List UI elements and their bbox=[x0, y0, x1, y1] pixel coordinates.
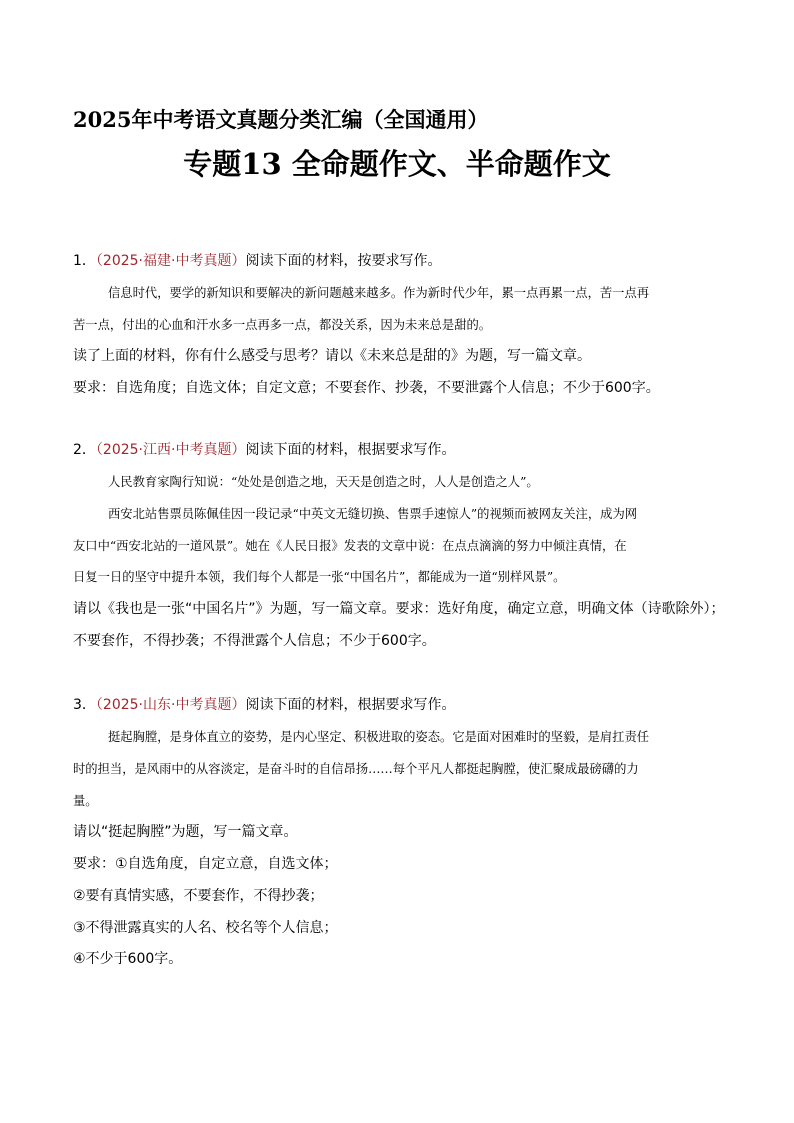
question-1-heading bbox=[73, 251, 441, 271]
requirement-line: 读了上面的材料，你有什么感受与思考？请以《未来总是甜的》为题，写一篇文章。 bbox=[73, 348, 591, 364]
question-number: 1． bbox=[73, 253, 96, 269]
topic-title: 专题13 全命题作文、半命题作文 bbox=[183, 147, 611, 181]
requirement-line: 要求：自选角度；自选文体；自定文意；不要套作、抄袭，不要泄露个人信息；不少于600字。 bbox=[73, 380, 660, 396]
question-prompt: 阅读下面的材料，按要求写作。 bbox=[245, 253, 442, 269]
question-2-heading bbox=[73, 440, 455, 460]
question-source: （2025·福建·中考真题） bbox=[95, 253, 246, 269]
question-prompt: 阅读下面的材料，根据要求写作。 bbox=[245, 697, 456, 713]
material-line: 信息时代，要学的新知识和要解决的新问题越来越多。作为新时代少年，累一点再累一点，苦一点再 bbox=[108, 286, 650, 300]
document-title: 2025年中考语文真题分类汇编（全国通用） bbox=[73, 107, 489, 132]
material-line: 友口中“西安北站的一道风景”。她在《人民日报》发表的文章中说：在点点滴滴的努力中倾注真情，在 bbox=[73, 539, 627, 553]
requirement-line: 不要套作，不得抄袭；不得泄露个人信息；不少于600字。 bbox=[73, 633, 436, 649]
material-line: 时的担当，是风雨中的从容淡定，是奋斗时的自信昂扬……每个平凡人都挺起胸膛，使汇聚成最磅礴的力 bbox=[73, 762, 639, 776]
question-prompt: 阅读下面的材料，根据要求写作。 bbox=[245, 442, 456, 458]
requirement-line: ④不少于600字。 bbox=[73, 951, 183, 967]
material-line: 人民教育家陶行知说：“处处是创造之地，天天是创造之时，人人是创造之人”。 bbox=[108, 475, 539, 489]
requirement-line: 请以“挺起胸膛”为题，写一篇文章。 bbox=[73, 824, 298, 840]
question-number: 3． bbox=[73, 697, 96, 713]
material-line: 西安北站售票员陈佩佳因一段记录“中英文无缝切换、售票手速惊人”的视频而被网友关注，成为网 bbox=[108, 507, 638, 521]
question-source: （2025·山东·中考真题） bbox=[95, 697, 246, 713]
requirement-line: ③不得泄露真实的人名、校名等个人信息； bbox=[73, 920, 338, 936]
question-source: （2025·江西·中考真题） bbox=[95, 442, 246, 458]
material-line: 日复一日的坚守中提升本领，我们每个人都是一张“中国名片”，都能成为一道“别样风景”。 bbox=[73, 570, 566, 584]
material-line: 量。 bbox=[73, 794, 98, 808]
requirement-line: 要求：①自选角度，自定立意，自选文体； bbox=[73, 856, 338, 872]
requirement-line: ②要有真情实感，不要套作，不得抄袭； bbox=[73, 888, 324, 904]
question-number: 2． bbox=[73, 442, 96, 458]
material-line: 苦一点，付出的心血和汗水多一点再多一点，都没关系，因为未来总是甜的。 bbox=[73, 318, 492, 332]
material-line: 挺起胸膛，是身体直立的姿势，是内心坚定、积极进取的姿态。它是面对困难时的坚毅，是肩扛责任 bbox=[108, 730, 650, 744]
question-3-heading bbox=[73, 695, 455, 715]
requirement-line: 请以《我也是一张“中国名片”》为题，写一篇文章。要求：选好角度，确定立意，明确文体（诗歌除外）； bbox=[73, 601, 725, 617]
